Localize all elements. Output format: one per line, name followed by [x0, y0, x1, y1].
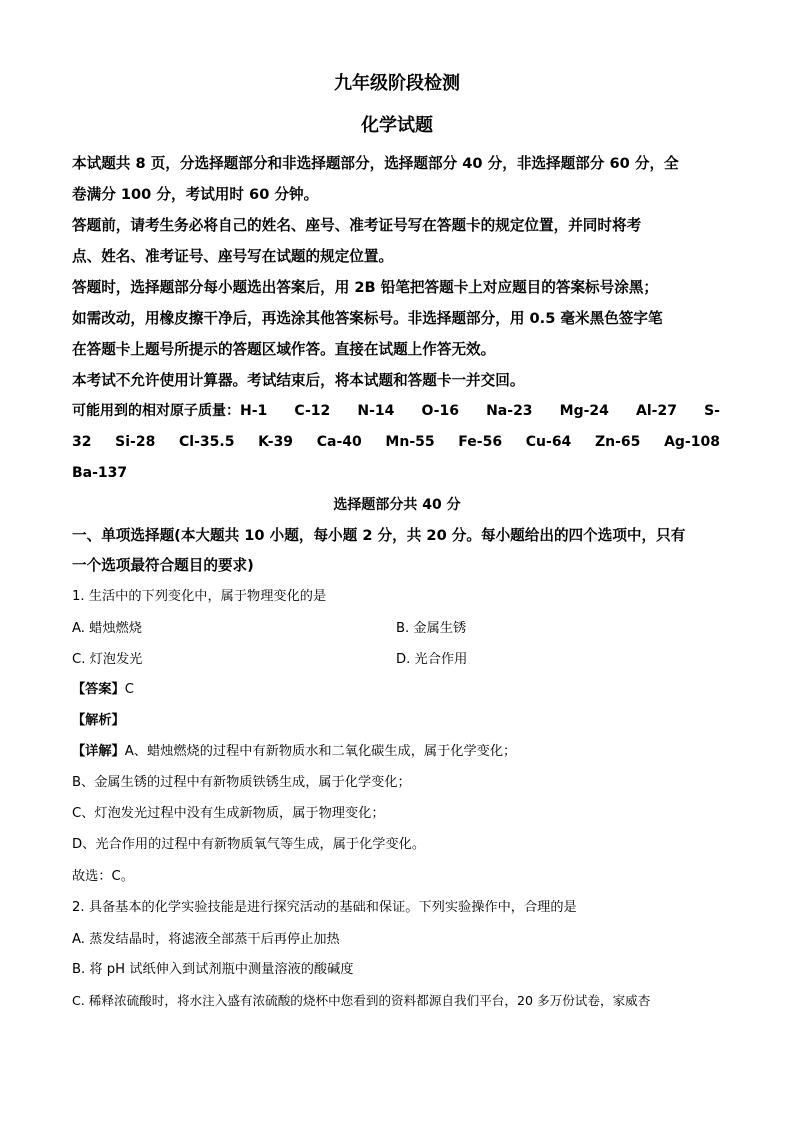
part-heading — [72, 521, 720, 581]
instruction-line: 答题前，请考生务必将自己的姓名、座号、准考证号写在答题卡的规定位置，并同时将考 — [72, 217, 642, 234]
mass-item: Ca-40 — [316, 434, 362, 450]
mass-item: C-12 — [294, 403, 331, 419]
instruction-line: 卷满分 100 分，考试用时 60 分钟。 — [72, 186, 319, 203]
mass-item: 可能用到的相对原子质量：H-1 — [72, 403, 268, 419]
exam-title: 九年级阶段检测 — [334, 73, 460, 94]
mass-item: N-14 — [357, 403, 395, 419]
atomic-masses — [72, 396, 720, 489]
q1-option-c: C. 灯泡发光 — [72, 652, 143, 667]
mass-item: S- — [704, 403, 720, 419]
instruction-line: 在答题卡上题号所提示的答题区域作答。直接在试题上作答无效。 — [72, 341, 496, 358]
mass-item: Na-23 — [486, 403, 533, 419]
mass-item: Ag-108 — [664, 434, 720, 450]
q1-detail-d: D、光合作用的过程中有新物质氧气等生成，属于化学变化。 — [72, 837, 426, 852]
q2-option-c: C. 稀释浓硫酸时，将水注入盛有浓硫酸的烧杯中您看到的资料都源自我们平台，20 多万份试卷，家威杏 — [72, 993, 651, 1008]
q2-option-b: B. 将 pH 试纸伸入到试剂瓶中测量溶液的酸碱度 — [72, 962, 354, 977]
analysis-tag: 【解析】 — [72, 713, 125, 728]
q1-analysis-tag — [72, 710, 720, 732]
q1-option-a: A. 蜡烛燃烧 — [72, 621, 142, 636]
mass-item: Ba-137 — [72, 465, 128, 481]
q1-option-d: D. 光合作用 — [396, 652, 468, 667]
instruction-line: 本试题共 8 页，分选择题部分和非选择题部分，选择题部分 40 分，非选择题部分 60 分，全 — [72, 155, 679, 172]
mass-item: Zn-65 — [594, 434, 641, 450]
part-heading-line: 一、单项选择题(本大题共 10 小题，每小题 2 分，共 20 分。每小题给出的四个选项中，只有 — [72, 527, 686, 544]
q2-option-a: A. 蒸发结晶时，将滤液全部蒸干后再停止加热 — [72, 932, 340, 947]
mass-item: Al-27 — [636, 403, 677, 419]
mass-item: Fe-56 — [458, 434, 503, 450]
q1-detail-b: B、金属生锈的过程中有新物质铁锈生成，属于化学变化； — [72, 775, 411, 790]
part-heading-line: 一个选项最符合题目的要求) — [72, 557, 254, 574]
instruction-line: 点、姓名、准考证号、座号写在试题的规定位置。 — [72, 248, 394, 265]
mass-item: Cu-64 — [525, 434, 572, 450]
instruction-line: 如需改动，用橡皮擦干净后，再选涂其他答案标号。非选择题部分，用 0.5 毫米黑色签字笔 — [72, 310, 663, 327]
q1-option-b: B. 金属生锈 — [396, 621, 467, 636]
mass-item: Si-28 — [115, 434, 156, 450]
instruction-line: 答题时，选择题部分每小题选出答案后，用 2B 铅笔把答题卡上对应题目的答案标号涂黑； — [72, 279, 659, 296]
mass-item: Mn-55 — [385, 434, 435, 450]
q1-detail-a — [72, 741, 720, 763]
detail-text: A、蜡烛燃烧的过程中有新物质水和二氧化碳生成，属于化学变化； — [124, 744, 517, 759]
mass-item: Cl-35.5 — [179, 434, 235, 450]
instructions — [72, 148, 720, 396]
question-2-stem: 2. 具备基本的化学实验技能是进行探究活动的基础和保证。下列实验操作中，合理的是 — [72, 900, 577, 915]
exam-subtitle: 化学试题 — [361, 115, 433, 136]
atomic-masses-row — [72, 427, 720, 458]
mass-item: O-16 — [421, 403, 459, 419]
section-title: 选择题部分共 40 分 — [333, 497, 461, 513]
q1-conclusion: 故选：C。 — [72, 869, 134, 884]
question-1-stem: 1. 生活中的下列变化中，属于物理变化的是 — [72, 589, 327, 604]
mass-item: K-39 — [258, 434, 294, 450]
answer-value: C — [124, 682, 134, 697]
mass-item: 32 — [72, 434, 92, 450]
detail-tag: 【详解】 — [72, 744, 125, 759]
atomic-masses-row — [72, 396, 720, 427]
mass-item: Mg-24 — [559, 403, 609, 419]
q1-detail-c: C、灯泡发光过程中没有生成新物质，属于物理变化； — [72, 806, 385, 821]
instruction-line: 本考试不允许使用计算器。考试结束后，将本试题和答题卡一并交回。 — [72, 372, 525, 389]
answer-tag: 【答案】 — [72, 682, 125, 697]
atomic-masses-row — [72, 458, 720, 489]
q1-answer — [72, 679, 720, 701]
